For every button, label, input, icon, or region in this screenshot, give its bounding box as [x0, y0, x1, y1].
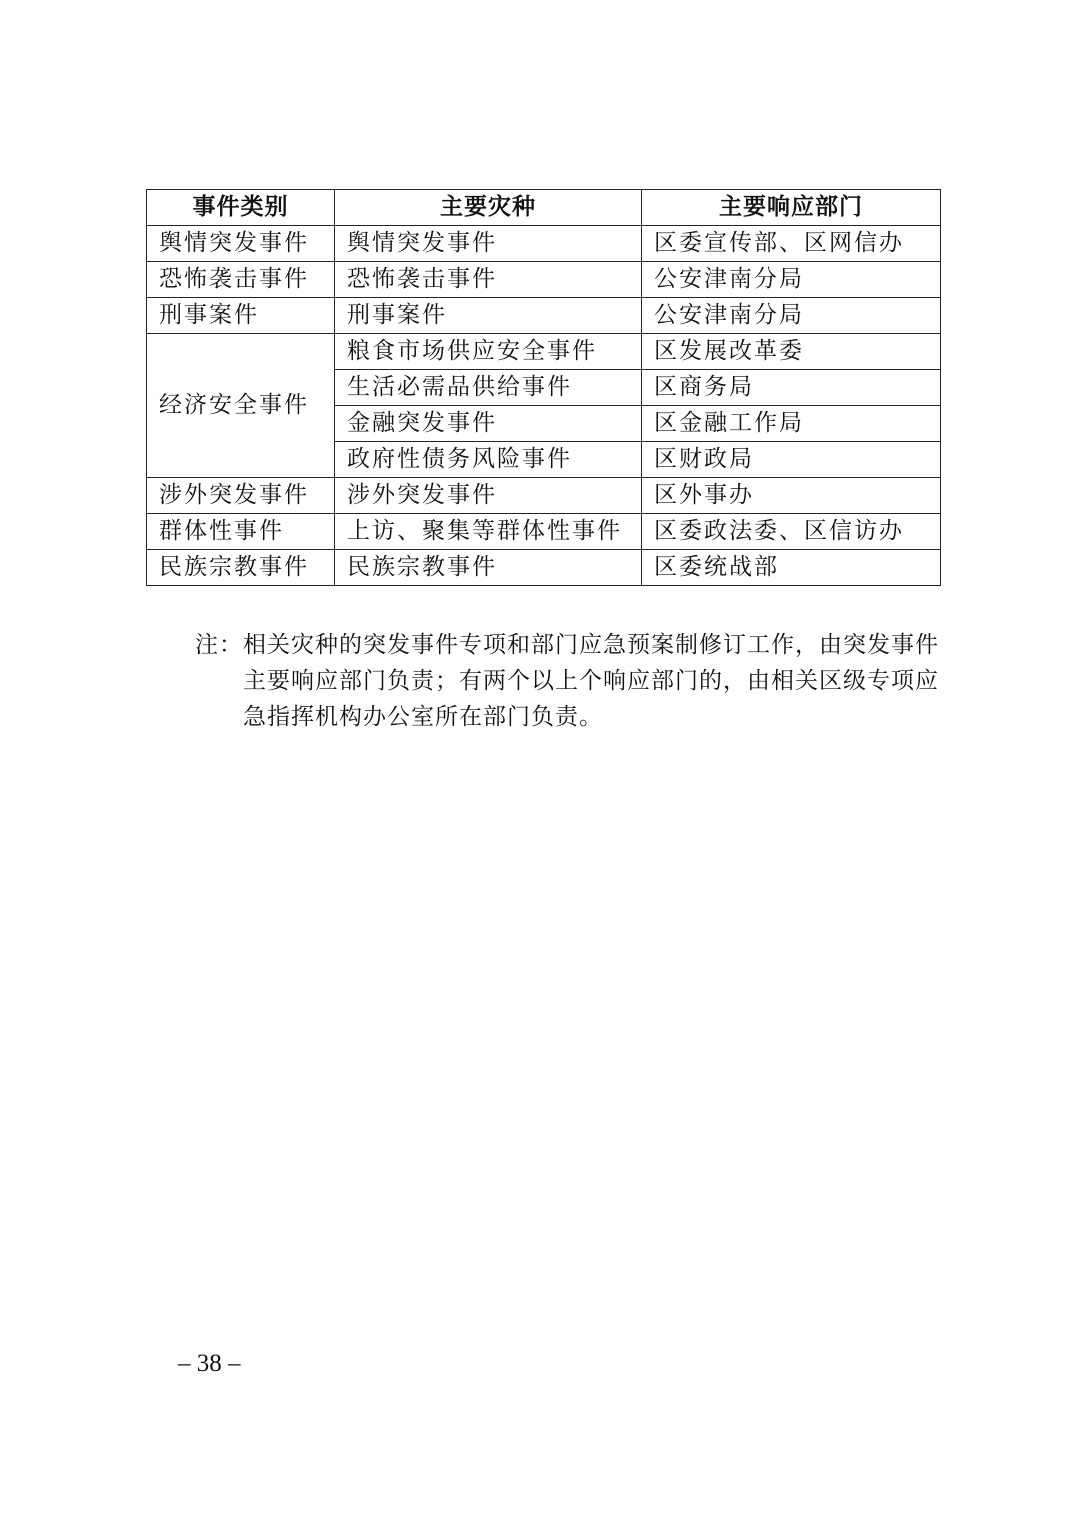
table-row: [147, 298, 941, 334]
table-row: [147, 550, 941, 586]
cell-department: 公安津南分局: [642, 262, 941, 298]
footnote-line: 主要响应部门负责；有两个以上个响应部门的，由相关区级专项应: [243, 668, 939, 694]
cell-department: 区委政法委、区信访办: [642, 514, 941, 550]
cell-department: 区委宣传部、区网信办: [642, 226, 941, 262]
cell-disaster: 生活必需品供给事件: [335, 370, 642, 406]
cell-department: 区委统战部: [642, 550, 941, 586]
cell-department: 区财政局: [642, 442, 941, 478]
table-footnote: [195, 627, 947, 735]
table-header-row: [147, 190, 941, 226]
cell-category-merged: 经济安全事件: [147, 334, 335, 478]
page-number: – 38 –: [178, 1350, 241, 1377]
cell-disaster: 政府性债务风险事件: [335, 442, 642, 478]
header-event-category: 事件类别: [147, 190, 335, 226]
cell-category: 恐怖袭击事件: [147, 262, 335, 298]
cell-category: 群体性事件: [147, 514, 335, 550]
cell-category: 涉外突发事件: [147, 478, 335, 514]
cell-disaster: 上访、聚集等群体性事件: [335, 514, 642, 550]
cell-disaster: 恐怖袭击事件: [335, 262, 642, 298]
cell-department: 区发展改革委: [642, 334, 941, 370]
cell-disaster: 民族宗教事件: [335, 550, 642, 586]
table-row: [147, 334, 941, 370]
cell-disaster: 舆情突发事件: [335, 226, 642, 262]
table-row: [147, 226, 941, 262]
cell-department: 公安津南分局: [642, 298, 941, 334]
table-row: [147, 478, 941, 514]
header-response-department: 主要响应部门: [642, 190, 941, 226]
cell-disaster: 刑事案件: [335, 298, 642, 334]
footnote-line: 急指挥机构办公室所在部门负责。: [243, 704, 603, 730]
cell-department: 区外事办: [642, 478, 941, 514]
header-main-disaster: 主要灾种: [335, 190, 642, 226]
cell-disaster: 金融突发事件: [335, 406, 642, 442]
table-row: [147, 262, 941, 298]
cell-category: 刑事案件: [147, 298, 335, 334]
table-row: [147, 514, 941, 550]
cell-department: 区金融工作局: [642, 406, 941, 442]
cell-disaster: 粮食市场供应安全事件: [335, 334, 642, 370]
cell-department: 区商务局: [642, 370, 941, 406]
cell-disaster: 涉外突发事件: [335, 478, 642, 514]
emergency-event-table: [146, 189, 941, 586]
cell-category: 民族宗教事件: [147, 550, 335, 586]
footnote-line: 注：相关灾种的突发事件专项和部门应急预案制修订工作，由突发事件: [195, 632, 939, 658]
cell-category: 舆情突发事件: [147, 226, 335, 262]
